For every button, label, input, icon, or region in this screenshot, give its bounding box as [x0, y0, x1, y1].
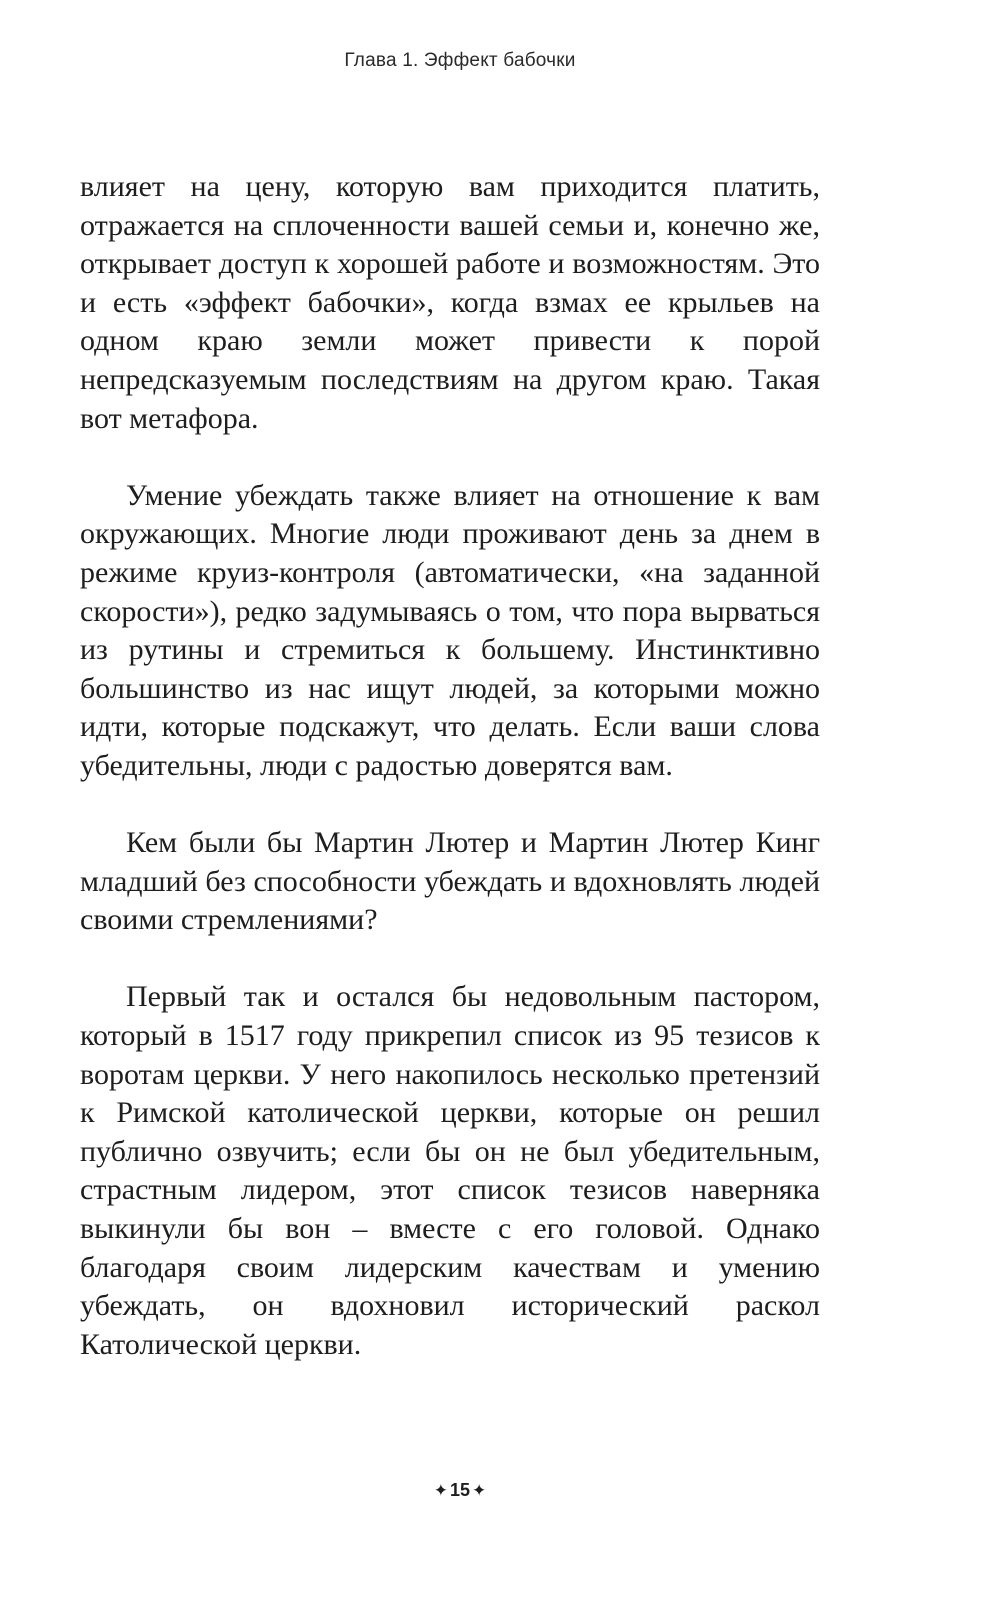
page-number-footer [0, 1480, 920, 1501]
page-number: 15 [449, 1480, 471, 1500]
ornament-left-icon: ✦ [433, 1481, 448, 1500]
body-text [80, 168, 820, 1403]
paragraph-2: Умение убеждать также влияет на отношение к вам окружающих. Многие люди проживают день за днем в режиме круиз-контроля (автоматически, «на заданной скорости»), редко задумываясь о том, что пора вырваться из рутины и стремиться к большему. Инстинктивно большинство из нас ищут людей, за которыми можно идти, которые подскажут, что делать. Если ваши слова убедительны, люди с радостью доверятся вам. [80, 478, 820, 782]
paragraph-4: Первый так и остался бы недовольным пастором, который в 1517 году прикрепил список из 95 тезисов к воротам церкви. У него накопилось несколько претензий к Римской католической церкви, которые он решил публично озвучить; если бы он не был убедительным, страстным лидером, этот список тезисов наверняка выкинули бы вон – вместе с его головой. Однако благодаря своим лидерским качествам и умению убеждать, он вдохновил исторический раскол Католической церкви. [80, 980, 820, 1361]
paragraph-3: Кем были бы Мартин Лютер и Мартин Лютер Кинг младший без способности убеждать и вдохновлять людей своими стремлениями? [80, 826, 820, 937]
ornament-right-icon: ✦ [472, 1481, 487, 1500]
paragraph-1: влияет на цену, которую вам приходится платить, отражается на сплоченности вашей семьи и, конечно же, открывает доступ к хорошей работе и возможностям. Это и есть «эффект бабочки», когда взмах ее крыльев на одном краю земли может привести к порой непредсказуемым последствиям на другом краю. Такая вот метафора. [80, 170, 820, 435]
running-header: Глава 1. Эффект бабочки [344, 50, 576, 71]
